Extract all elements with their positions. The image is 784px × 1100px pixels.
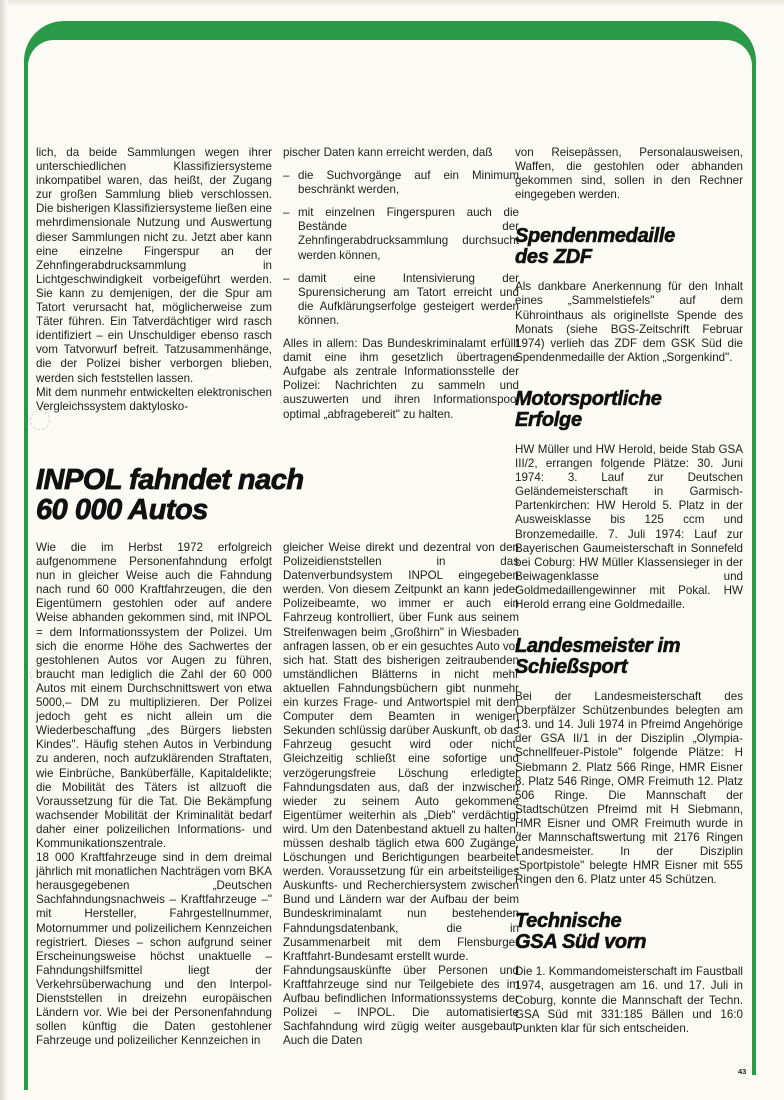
article-fingerprint-col2 [283,146,519,431]
headline-inpol [36,465,506,525]
paragraph: Fahndungsauskünfte über Personen und Kraftfahrzeuge sind nur Teilgebiete des im Aufbau befindlichen Informationssystems der Polizei – INPOL. Die automatisierte Sachfahndung wird zügig weiter ausgebaut. Auch die Daten [283,963,519,1048]
paragraph: von Reisepässen, Personalausweisen, Waffen, die gestohlen oder abhanden gekommen sind, sollen in den Rechner eingegeben werden. [515,146,743,202]
page-edge-left [0,0,8,1100]
news-heading [515,226,743,268]
paragraph: Mit dem nunmehr entwickelten elektronischen Vergleichssystem daktylosko- [36,385,272,413]
paragraph: lich, da beide Sammlungen wegen ihrer unterschiedlichen Klassifiziersysteme inkompatibel waren, das heißt, der Zugang zur großen Sammlung blieb verschlossen. Die bisherigen Klassifiziersysteme ließen eine mehrdimensionale Nutzung und Auswertung dieser Sammlungen nicht zu. Jetzt aber kann eine einzelne Fingerspur an der Zehnfingerabdrucksammlung in Lichtgeschwindigkeit vorbeigeführt werden. Sie kann zu demjenigen, der die Spur am Tatort verursacht hat, möglicherweise zum Täter führen. Ein Tatverdächtiger wird rasch identifiziert – ein Unschuldiger ebenso rasch vom Tatvorwurf befreit. Tatzusammenhänge, die der Polizei bisher verborgen blieben, werden sich feststellen lassen. [36,146,272,385]
headline-line: 60 000 Autos [36,494,208,526]
heading-line: GSA Süd vorn [515,931,647,954]
heading-line: Motorsportliche [515,387,662,410]
article-inpol-col1 [36,541,272,1048]
news-item-spendenmedaille [515,226,743,365]
news-item-motorsport [515,389,743,612]
paragraph: gleicher Weise direkt und dezentral von den Polizeidienststellen in das Datenverbundsystem INPOL eingegeben werden. Von diesem Zeitpunkt an kann jeder Polizeibeamte, wo immer er auch ein Fahrzeug kontrolliert, über Funk aus seinem Streifenwagen beim „Großhirn" in Wiesbaden anfragen lassen, ob er ein gesuchtes Auto vor sich hat. Statt des bisherigen zeitraubenden umständlichen Blätterns in nicht mehr aktuellen Fahndungsbüchern gibt nunmehr ein kurzes Frage- und Antwortspiel mit dem Computer dem Beamten in wenigen Sekunden schlüssig darüber Auskunft, ob das Fahrzeug gesucht wird oder nicht. Gleichzeitig schließt eine sofortige und verzögerungsfreie Löschung erledigter Fahndungsdaten aus, daß der inzwischen wieder zu seinem Auto gekommene Eigentümer weiterhin als „Dieb" verdächtigt wird. Um den Datenbestand aktuell zu halten, müssen deshalb täglich etwa 600 Zugänge, Löschungen und Berichtigungen bearbeitet werden. Voraussetzung für ein arbeitsteiliges Auskunfts- und Recherchiersystem zwischen Bund und Ländern war der Aufbau der beim Bundeskriminalamt nun bestehenden Fahndungsdatenbank, die in Zusammenarbeit mit dem Flensburger Kraftfahrt-Bundesamt erstellt wurde. [283,541,519,963]
list-item: – mit einzelnen Fingerspuren auch die Bestände der Zehnfingerabdrucksammlung durchsucht werden können, [283,206,519,262]
paragraph: Wie die im Herbst 1972 erfolgreich aufgenommene Personenfahndung erfolgt nun in gleicher Weise auch die Fahndung nach rund 60 000 Kraftfahrzeugen, die den Eigentümern gestohlen oder auf andere Weise abhanden gekommen sind, mit INPOL = dem Informationssystem der Polizei. Um sich die enorme Höhe des Sachwertes der gestohlenen Autos vor Augen zu führen, braucht man lediglich die Zahl der 60 000 Autos mit einem Durchschnittswert von etwa 5000,– DM zu multiplizieren. Der Polizei jedoch geht es nicht allein um die Wiederbeschaffung „des Bürgers liebsten Kindes". Häufig stehen Autos in Verbindung zu anderen, noch aufzuklärenden Straftaten, wie Einbrüche, Banküberfälle, Kapitaldelikte; die Mobilität des Täters ist allzuoft die Voraussetzung für die Tat. Die Bekämpfung wachsender Mobilität der Kriminalität bedarf daher einer polizeilichen Informations- und Kommunikationszentrale. [36,541,272,850]
list-item: – die Suchvorgänge auf ein Minimum beschränkt werden, [283,169,519,197]
bullet-list [283,169,519,328]
news-heading [515,389,743,431]
green-frame-right [752,60,756,1075]
page-edge [0,0,784,6]
headline-line: INPOL fahndet nach [36,464,304,496]
news-body: Als dankbare Anerkennung für den Inhalt eines „Sammelstiefels" auf dem Kührointhaus als originellste Spende des Monats (siehe BGS-Zeitschrift Februar 1974) verlieh das ZDF dem GSK Süd die Spendenmedaille der Aktion „Sorgenkind". [515,280,743,364]
news-heading [515,911,743,953]
article-fingerprint-col1 [36,146,272,423]
news-body: Bei der Landesmeisterschaft des Oberpfälzer Schützenbundes belegten am 13. und 14. Juli 1974 in Pfreimd Angehörige der GSA II/1 in der Disziplin „Olympia-Schnellfeuer-Pistole" folgende Plätze: H Siebmann 2. Platz 566 Ringe, HMR Eisner 8. Platz 546 Ringe, OMR Freimuth 12. Platz 506 Ringe. Die Mannschaft der Stadtschützen Pfreimd mit H Siebmann, HMR Eisner und OMR Freimuth wurde in der Mannschaftswertung mit 2176 Ringen Landesmeister. In der Disziplin „Sportpistole" belegte HMR Eisner mit 555 Ringen den 6. Platz unter 45 Schützen. [515,690,743,887]
news-heading [515,636,743,678]
news-item-schiesssport [515,636,743,887]
heading-line: Technische [515,910,622,933]
news-item-faustball [515,911,743,1035]
heading-line: Spendenmedaille [515,225,675,248]
page-number: 43 [738,1067,747,1076]
heading-line: Erfolge [515,408,582,431]
paragraph: 18 000 Kraftfahrzeuge sind in dem dreimal jährlich mit monatlichen Nachträgen vom BKA herausgegebenen „Deutschen Sachfahndungsnachweis – Kraftfahrzeuge –" mit Hersteller, Fahrgestellnummer, Motornummer und polizeilichem Kennzeichen registriert. Dieses – schon aufgrund seiner Erscheinungsweise höchst unaktuelle – Fahndungshilfsmittel liegt der Verkehrsüberwachung und den Interpol-Dienststellen in dreizehn europäischen Ländern vor. Wie bei der Personenfahndung sollen künftig die Daten gestohlener Fahrzeuge und polizeilicher Kennzeichen in [36,851,272,1048]
green-frame-left [24,60,28,1090]
paragraph: Alles in allem: Das Bundeskriminalamt erfüllt damit eine ihm gesetzlich übertragene Aufgabe als zentrale Informationsstelle der Polizei: Nachrichten zu sammeln und auszuwerten und ihren Informationspool optimal „abfragebereit" zu halten. [283,337,519,421]
sidebar-news-column [515,146,743,1045]
heading-line: Landesmeister im [515,635,681,658]
paragraph: pischer Daten kann erreicht werden, daß [283,146,493,159]
heading-line: des ZDF [515,246,592,269]
list-item: – damit eine Intensivierung der Spurensicherung am Tatort erreicht und die Aufklärungserfolge gesteigert werden können. [283,272,519,328]
article-inpol-col2 [283,541,519,1048]
heading-line: Schießsport [515,656,628,679]
news-body: HW Müller und HW Herold, beide Stab GSA III/2, errangen folgende Plätze: 30. Juni 1974: 3. Lauf zur Deutschen Geländemeisterschaft in Garmisch-Partenkirchen: HW Herold 5. Platz in der Ausweisklasse bis 125 ccm und Bronzemedaille. 7. Juli 1974: Lauf zur Bayerischen Gaumeisterschaft in Sonnefeld bei Coburg: HW Müller Klassensieger in der Beiwagenklasse und Goldmedaillengewinner mit Pokal. HW Herold errang eine Goldmedaille. [515,442,743,611]
frame-inner [28,40,752,100]
news-body: Die 1. Kommandomeisterschaft im Faustball 1974, ausgetragen am 16. und 17. Juli in Coburg, konnte die Mannschaft der Techn. GSA Süd mit 331:185 Bällen und 16:0 Punkten klar für sich entscheiden. [515,965,743,1035]
